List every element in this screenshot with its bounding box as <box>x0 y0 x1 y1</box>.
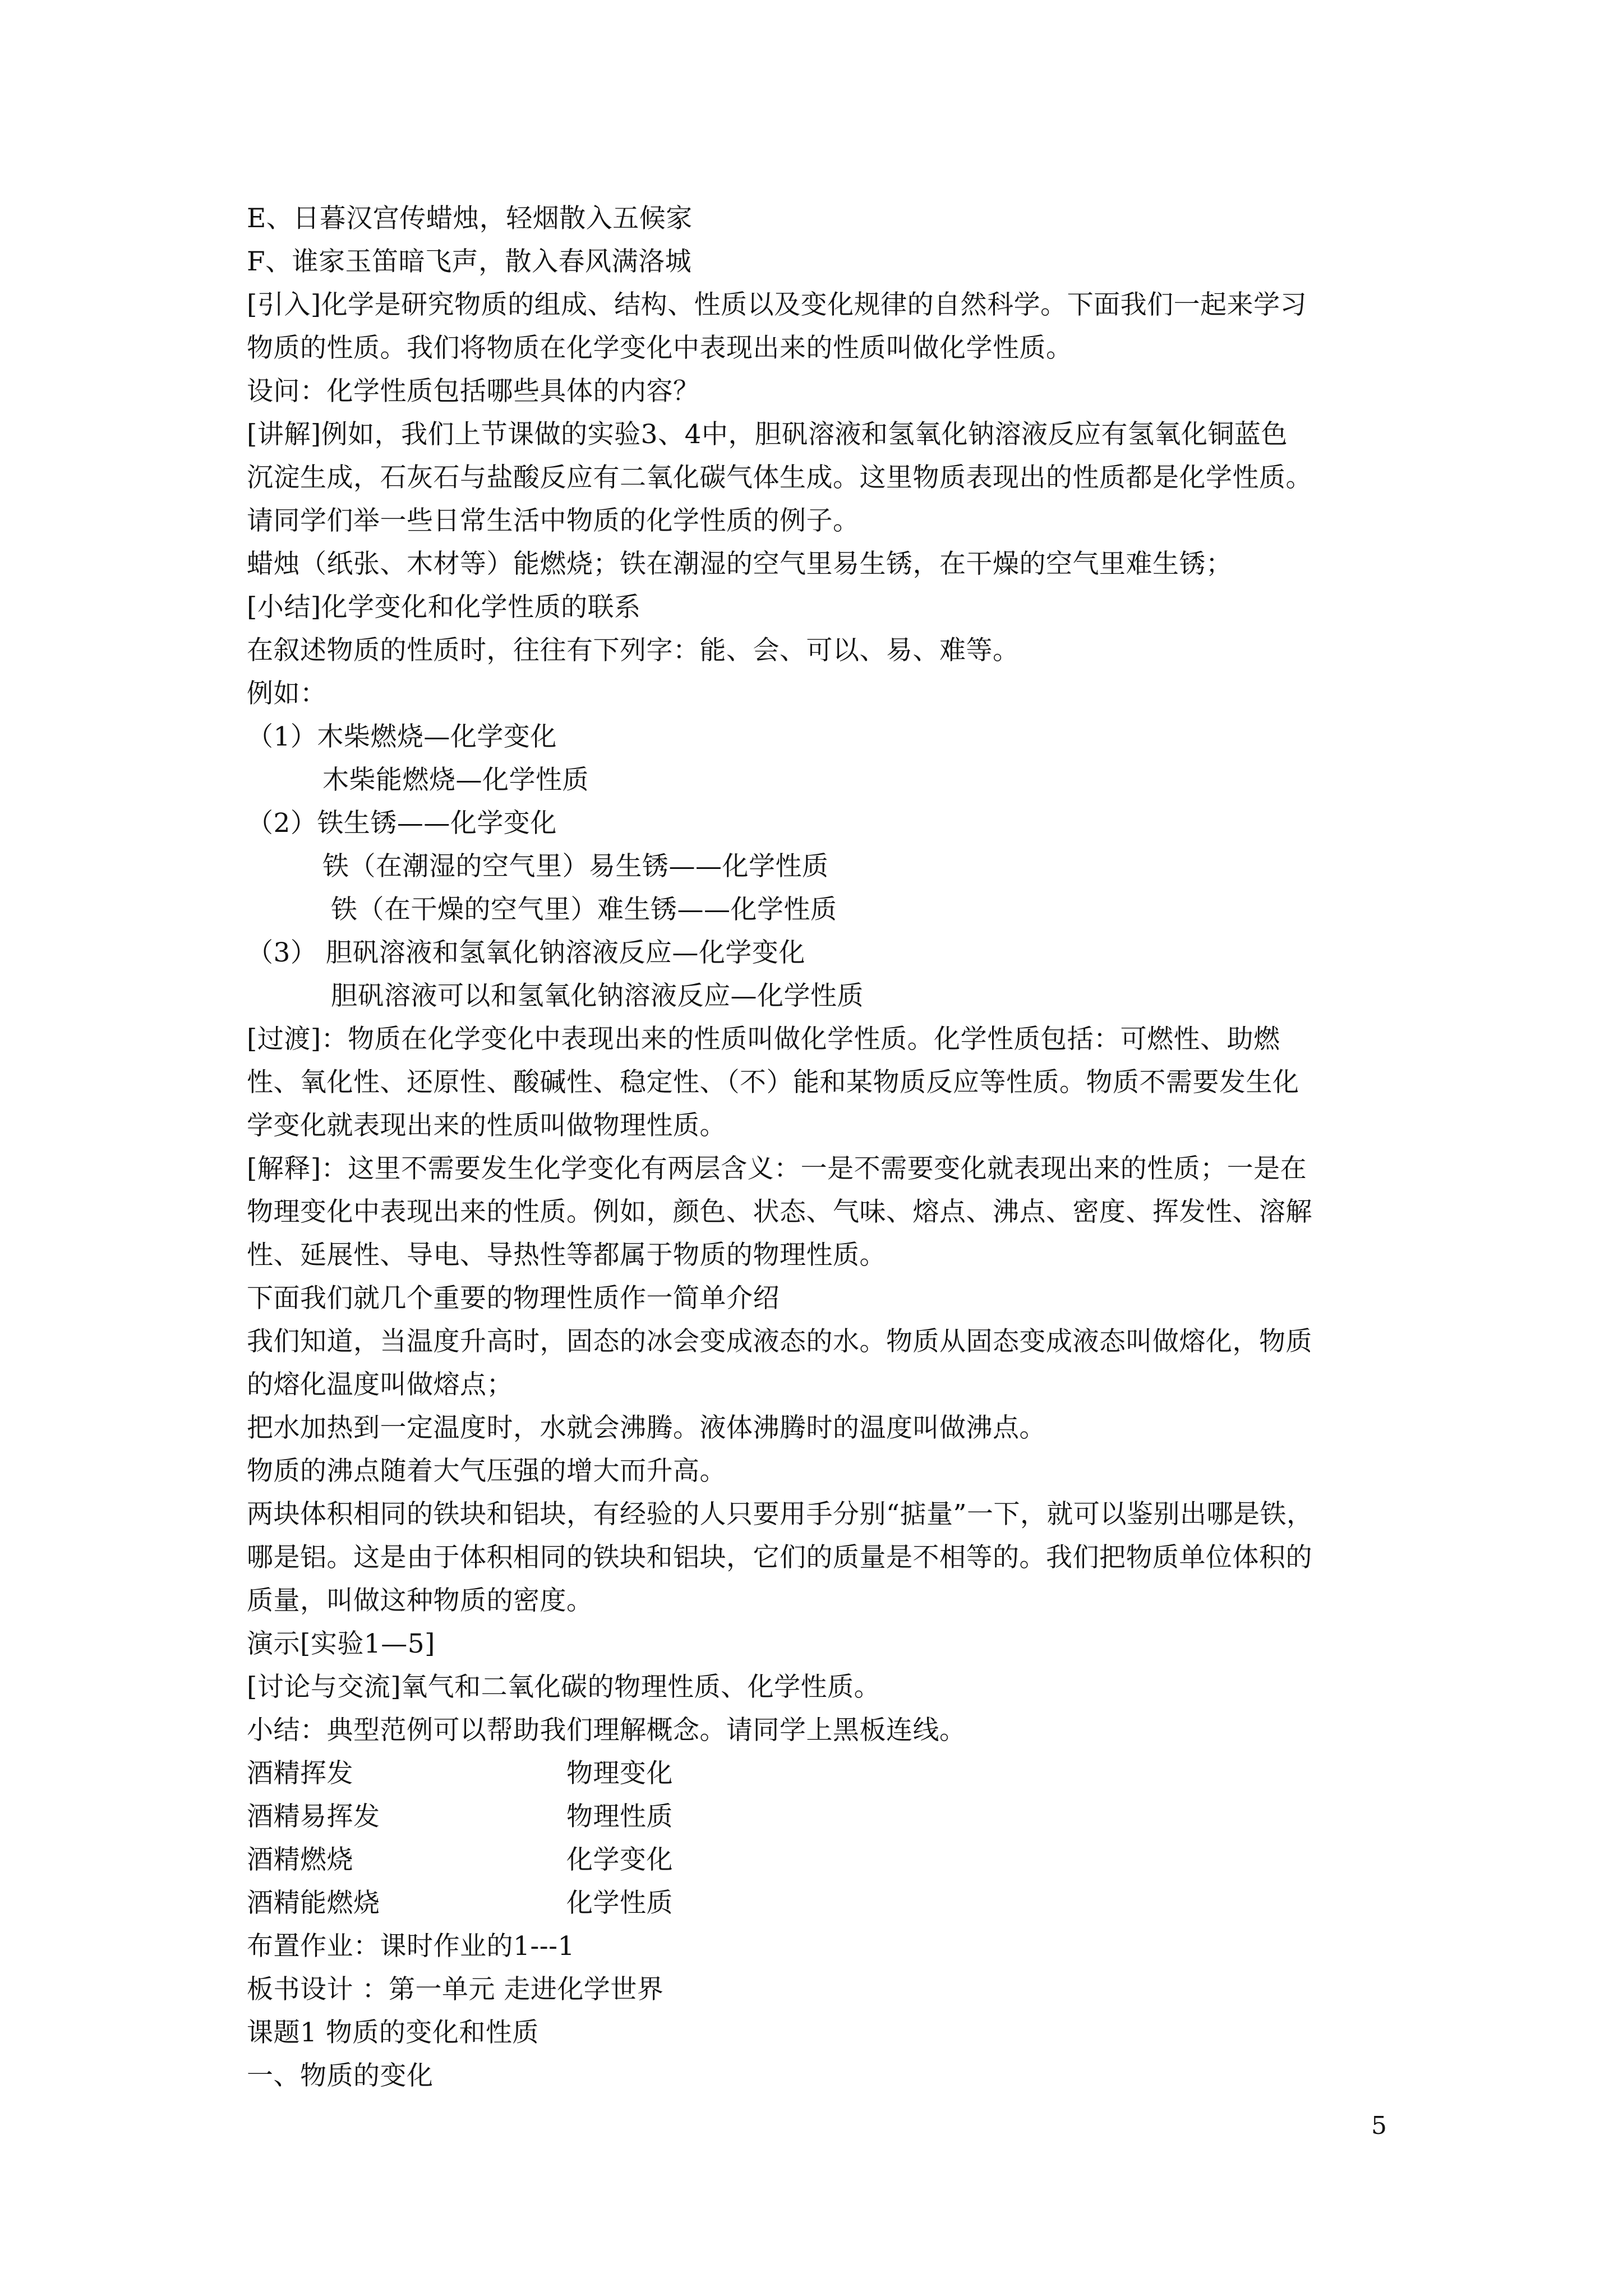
text-line: 哪是铝。这是由于体积相同的铁块和铝块，它们的质量是不相等的。我们把物质单位体积的 <box>247 1542 1312 1573</box>
text-line: 演示[实验1—5] <box>247 1628 435 1659</box>
text-line: F、谁家玉笛暗飞声，散入春风满洛城 <box>247 246 692 277</box>
matching-left: 酒精易挥发 <box>247 1801 380 1832</box>
text-line: 胆矾溶液可以和氢氧化钠溶液反应—化学性质 <box>331 981 864 1011</box>
text-line: 小结：典型范例可以帮助我们理解概念。请同学上黑板连线。 <box>247 1715 966 1746</box>
text-line: 我们知道，当温度升高时，固态的冰会变成液态的水。物质从固态变成液态叫做熔化，物质 <box>247 1326 1312 1357</box>
text-line: 性、延展性、导电、导热性等都属于物质的物理性质。 <box>247 1240 886 1271</box>
text-line: [讨论与交流]氧气和二氧化碳的物理性质、化学性质。 <box>247 1672 881 1703</box>
section-heading: 一、物质的变化 <box>247 2060 434 2091</box>
text-line: 学变化就表现出来的性质叫做物理性质。 <box>247 1110 726 1141</box>
matching-right: 化学变化 <box>566 1844 673 1875</box>
matching-left: 酒精燃烧 <box>247 1844 353 1875</box>
text-line: 物理变化中表现出来的性质。例如，颜色、状态、气味、熔点、沸点、密度、挥发性、溶解 <box>247 1197 1312 1227</box>
text-line: （1）木柴燃烧—化学变化 <box>247 721 557 752</box>
text-line: 的熔化温度叫做熔点； <box>247 1369 513 1400</box>
lesson-title-line: 课题1 物质的变化和性质 <box>247 2017 539 2048</box>
text-line: [讲解]例如，我们上节课做的实验3、4中，胆矾溶液和氢氧化钠溶液反应有氢氧化铜蓝色 <box>247 419 1288 450</box>
text-line: 两块体积相同的铁块和铝块，有经验的人只要用手分别“掂量”一下，就可以鉴别出哪是铁， <box>247 1499 1313 1530</box>
matching-right: 物理性质 <box>566 1801 673 1832</box>
homework-line: 布置作业：课时作业的1---1 <box>247 1931 575 1962</box>
text-line: 设问：化学性质包括哪些具体的内容？ <box>247 376 700 407</box>
text-line: [引入]化学是研究物质的组成、结构、性质以及变化规律的自然科学。下面我们一起来学习 <box>247 289 1307 320</box>
text-line: [过渡]：物质在化学变化中表现出来的性质叫做化学性质。化学性质包括：可燃性、助燃 <box>247 1024 1280 1055</box>
text-line: 蜡烛（纸张、木材等）能燃烧；铁在潮湿的空气里易生锈，在干燥的空气里难生锈； <box>247 549 1233 579</box>
text-line: [小结]化学变化和化学性质的联系 <box>247 592 641 623</box>
text-line: 性、氧化性、还原性、酸碱性、稳定性、（不）能和某物质反应等性质。物质不需要发生化 <box>247 1067 1299 1098</box>
matching-right: 物理变化 <box>566 1758 673 1789</box>
text-line: 在叙述物质的性质时，往往有下列字：能、会、可以、易、难等。 <box>247 635 1020 666</box>
matching-left: 酒精能燃烧 <box>247 1888 380 1918</box>
page-number: 5 <box>1371 2111 1387 2140</box>
text-line: 铁（在干燥的空气里）难生锈——化学性质 <box>331 894 837 925</box>
text-line: 木柴能燃烧—化学性质 <box>322 765 589 795</box>
text-line: 铁（在潮湿的空气里）易生锈——化学性质 <box>322 851 829 882</box>
text-line: 下面我们就几个重要的物理性质作一简单介绍 <box>247 1283 780 1314</box>
text-line: 请同学们举一些日常生活中物质的化学性质的例子。 <box>247 505 860 536</box>
text-line: 把水加热到一定温度时，水就会沸腾。液体沸腾时的温度叫做沸点。 <box>247 1412 1046 1443</box>
text-line: 质量，叫做这种物质的密度。 <box>247 1585 593 1616</box>
text-line: （2）铁生锈——化学变化 <box>247 808 557 839</box>
text-line: 物质的性质。我们将物质在化学变化中表现出来的性质叫做化学性质。 <box>247 333 1073 364</box>
text-line: 例如： <box>247 678 327 709</box>
matching-right: 化学性质 <box>566 1888 673 1918</box>
text-line: E、日暮汉宫传蜡烛，轻烟散入五候家 <box>247 203 693 234</box>
text-line: [解释]：这里不需要发生化学变化有两层含义：一是不需要变化就表现出来的性质；一是在 <box>247 1153 1307 1184</box>
board-design-line: 板书设计 ：第一单元 走进化学世界 <box>247 1974 664 2005</box>
text-line: 物质的沸点随着大气压强的增大而升高。 <box>247 1456 726 1487</box>
text-line: 沉淀生成，石灰石与盐酸反应有二氧化碳气体生成。这里物质表现出的性质都是化学性质。 <box>247 462 1312 493</box>
text-line: （3） 胆矾溶液和氢氧化钠溶液反应—化学变化 <box>247 937 805 968</box>
matching-left: 酒精挥发 <box>247 1758 353 1789</box>
